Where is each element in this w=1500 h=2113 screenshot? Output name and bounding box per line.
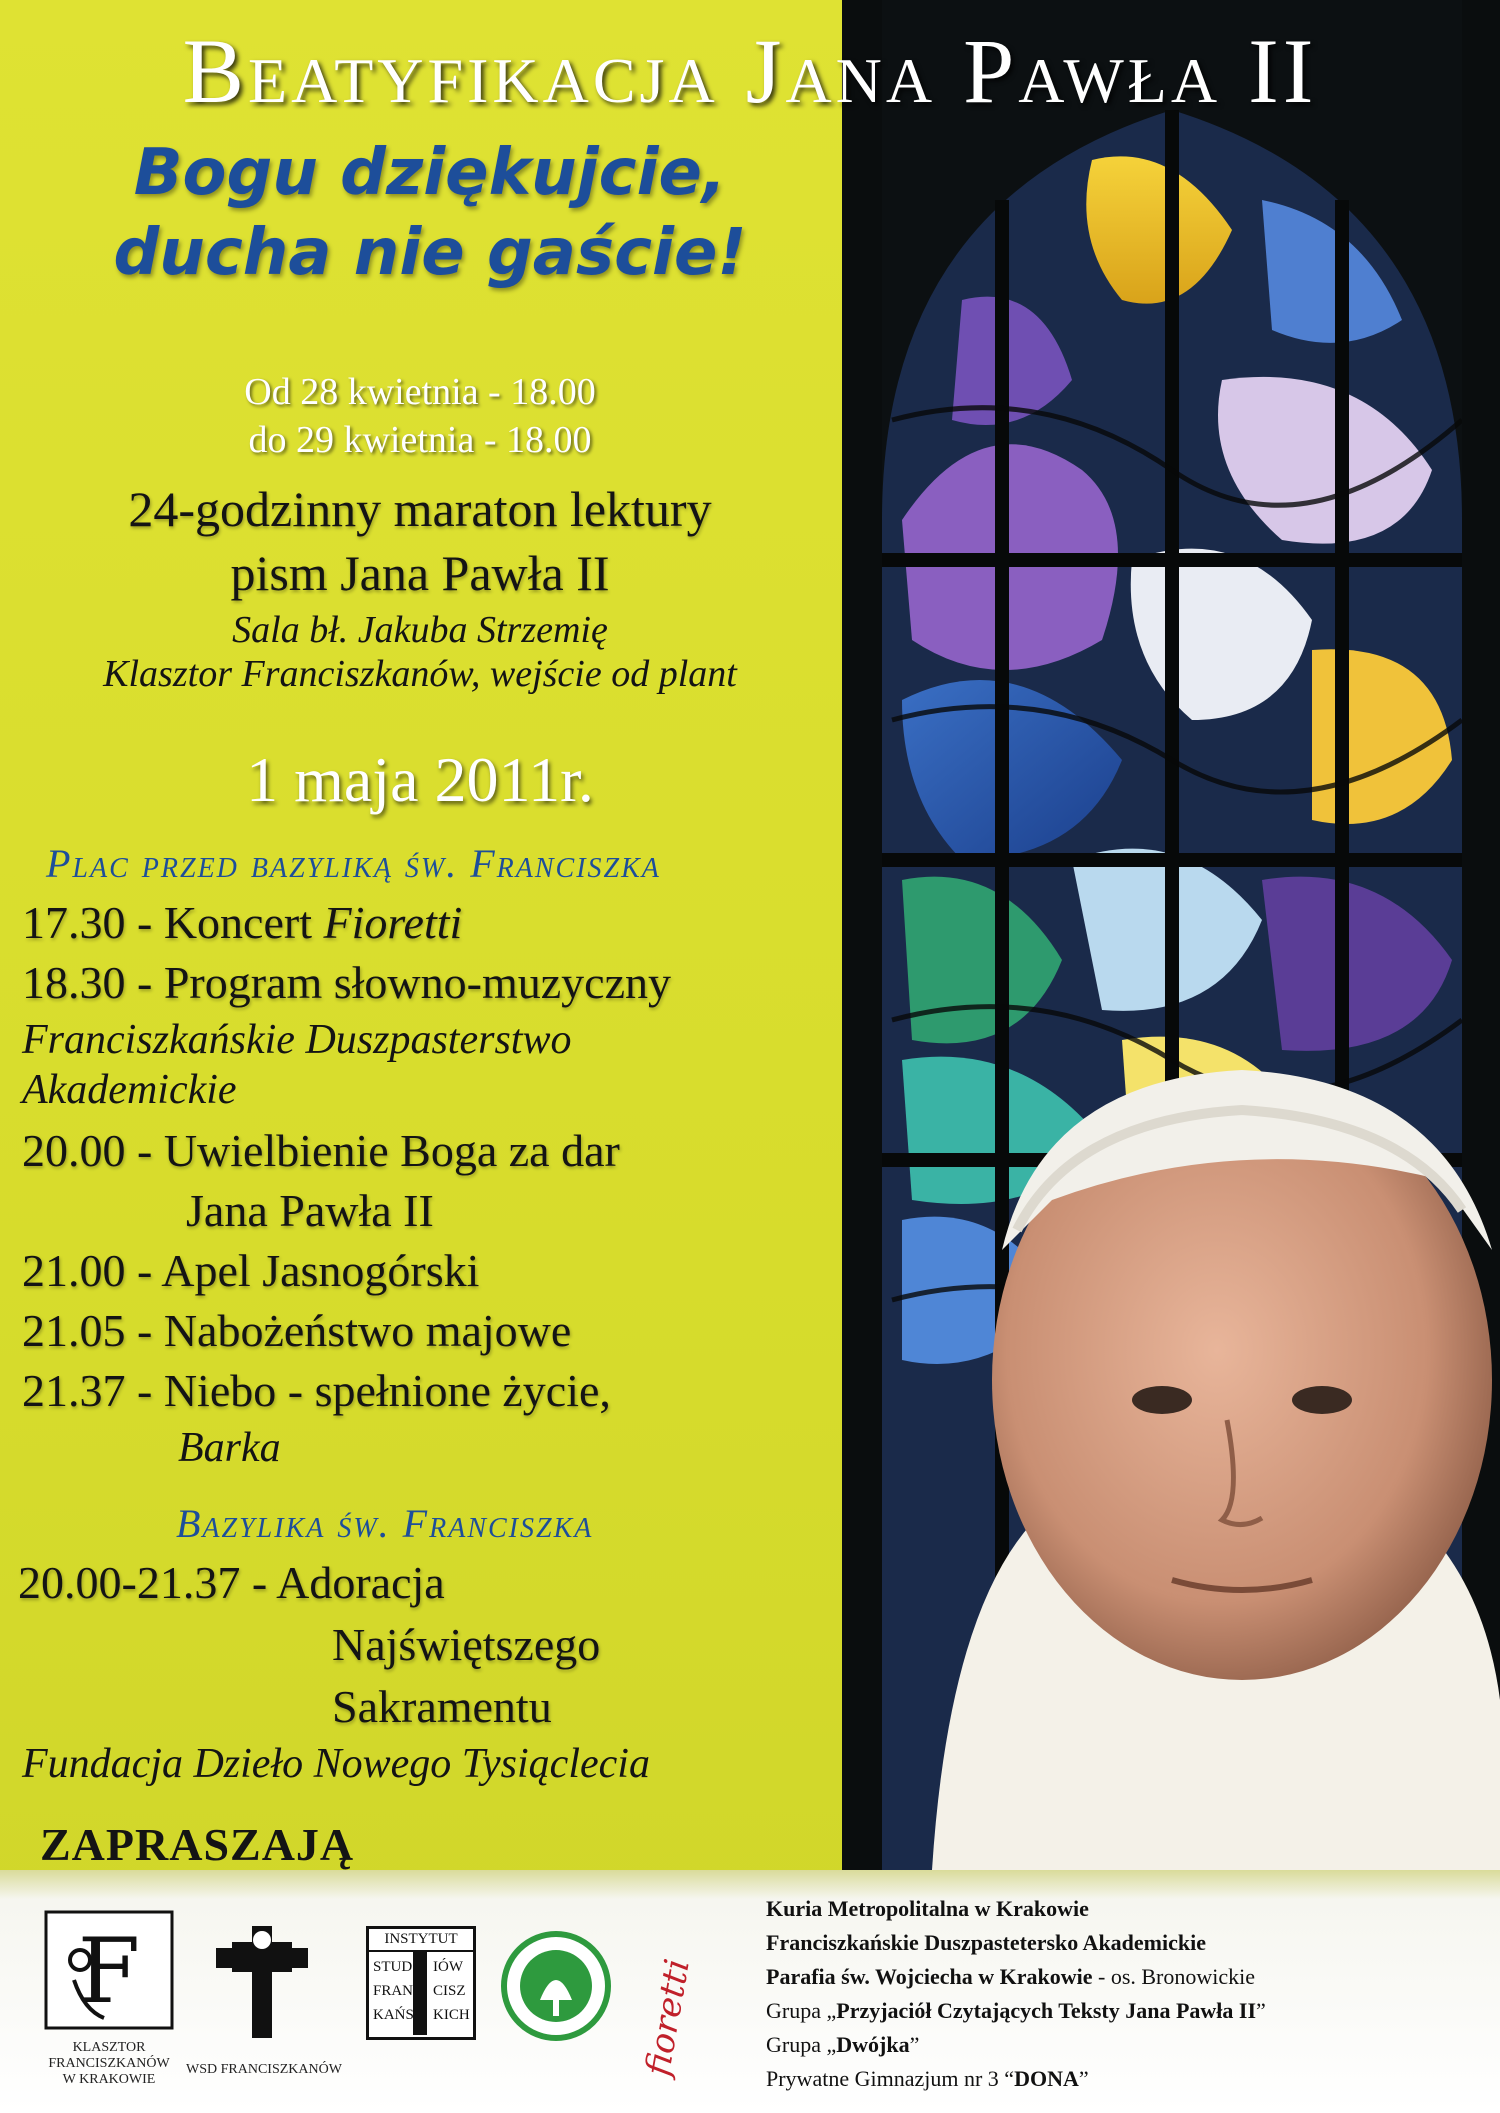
wsd-cross-icon [212, 1922, 312, 2047]
program-item-1730: 17.30 - Koncert Fioretti [22, 897, 463, 948]
ecology-movement-logo [500, 1930, 612, 2047]
event-date: 1 maja 2011r. [246, 744, 594, 815]
program-item-2105: 21.05 - Nabożeństwo majowe [22, 1305, 572, 1356]
venue-square: Plac przed bazyliką św. Franciszka [46, 841, 661, 886]
stained-glass-photo [842, 0, 1500, 1870]
invite-heading: ZAPRASZAJĄ [40, 1819, 355, 1870]
program-item-2000: 20.00 - Uwielbienie Boga za dar [22, 1125, 620, 1176]
motto-line-2: ducha nie gaście! [113, 216, 747, 290]
organizer-2: Franciszkańskie Duszpastetersko Akademickie [766, 1930, 1206, 1955]
adoration-line-2: Najświętszego [332, 1619, 601, 1670]
svg-text:F: F [77, 1919, 141, 2024]
adoration-by: Fundacja Dzieło Nowego Tysiąclecia [22, 1741, 650, 1787]
organizer-1: Kuria Metropolitalna w Krakowie [766, 1896, 1089, 1921]
footer: F KLASZTOR FRANCISZKANÓW W KRAKOWIE WSD FRANCISZKANÓW INSTYTUT STUD IÓW FRAN CISZ KAŃS KICH fioretti Kuria Metropolitalna w Krakowie Franciszkańskie Duszpastetersko Akademickie Parafia św. Wojciecha w Krakowie - os. Bronowickie Grupa „Przyjaciół Czytających Teksty Jana Pawła II” Grupa „Dwójka” Prywatne Gimnazjum nr 3 “DONA” [0, 1870, 1500, 2113]
organizer-5: Grupa „Dwójka” [766, 2032, 920, 2057]
program-sub-jp2: Jana Pawła II [186, 1185, 434, 1236]
program-sub-barka: Barka [178, 1425, 281, 1471]
motto-line-1: Bogu dziękujcie, [133, 136, 727, 210]
program-sub-dpa-2: Akademickie [22, 1067, 237, 1113]
venue-basilica: Bazylika św. Franciszka [176, 1501, 594, 1546]
program-item-2137: 21.37 - Niebo - spełnione życie, [22, 1365, 611, 1416]
marathon-from: Od 28 kwietnia - 18.00 [244, 371, 596, 413]
program-item-1830: 18.30 - Program słowno-muzyczny [22, 957, 671, 1008]
program-item-2100: 21.00 - Apel Jasnogórski [22, 1245, 480, 1296]
marathon-to: do 29 kwietnia - 18.00 [248, 419, 592, 461]
instytut-logo: INSTYTUT STUD IÓW FRAN CISZ KAŃS KICH [366, 1926, 476, 2040]
adoration-line-3: Sakramentu [332, 1681, 552, 1732]
program-sub-dpa-1: Franciszkańskie Duszpasterstwo [22, 1017, 572, 1063]
marathon-line-1: 24-godzinny maraton lektury [128, 481, 712, 537]
wsd-caption: WSD FRANCISZKANÓW [186, 2062, 342, 2077]
klasztor-logo [44, 1910, 174, 2035]
adoration-time: 20.00-21.37 - Adoracja [18, 1557, 445, 1608]
organizer-6: Prywatne Gimnazjum nr 3 “DONA” [766, 2066, 1089, 2091]
organizer-3: Parafia św. Wojciecha w Krakowie - os. Bronowickie [766, 1964, 1256, 1989]
klasztor-caption: KLASZTOR FRANCISZKANÓW W KRAKOWIE [48, 2040, 170, 2087]
poster-title: Beatyfikacja Jana Pawła II [182, 20, 1318, 122]
marathon-place-2: Klasztor Franciszkanów, wejście od plant [103, 653, 737, 695]
marathon-place-1: Sala bł. Jakuba Strzemię [232, 609, 608, 651]
marathon-line-2: pism Jana Pawła II [230, 545, 610, 601]
stained-glass-window [842, 0, 1500, 1870]
organizer-4: Grupa „Przyjaciół Czytających Teksty Jana Pawła II” [766, 1998, 1266, 2023]
